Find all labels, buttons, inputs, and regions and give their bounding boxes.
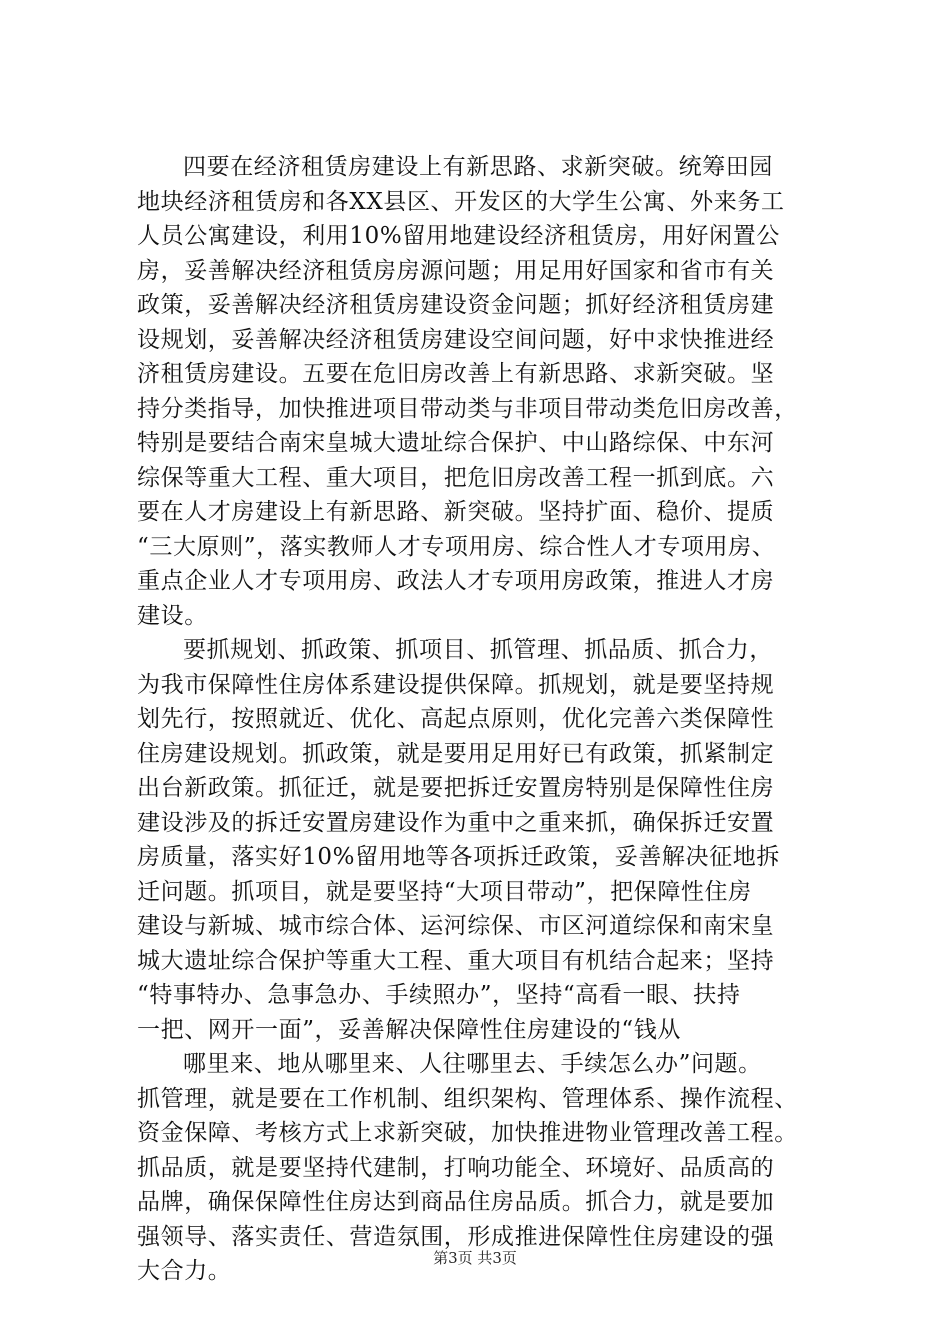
text-line: 建设。 xyxy=(137,602,208,629)
text-line: 抓管理，就是要在工作机制、组织架构、管理体系、操作流程、 xyxy=(137,1085,798,1112)
text-line: 济租赁房建设。五要在危旧房改善上有新思路、求新突破。坚 xyxy=(137,361,775,387)
text-line: 特别是要结合南宋皇城大遗址综合保护、中山路综保、中东河 xyxy=(137,430,775,456)
text-line: 要抓规划、抓政策、抓项目、抓管理、抓品质、抓合力， xyxy=(183,637,773,663)
text-line: 建设与新城、城市综合体、运河综保、市区河道综保和南宋皇 xyxy=(137,913,775,939)
text-line: 政策，妥善解决经济租赁房建设资金问题；抓好经济租赁房建 xyxy=(137,292,775,318)
text-line: 人员公寓建设，利用10%留用地建设经济租赁房，用好闲置公 xyxy=(137,223,780,249)
text-line: 综保等重大工程、重大项目，把危旧房改善工程一抓到底。六 xyxy=(137,464,775,491)
text-line: 强领导、落实责任、营造氛围，形成推进保障性住房建设的强 xyxy=(137,1223,775,1250)
text-line: 一把、网开一面”，妥善解决保障性住房建设的“钱从 xyxy=(137,1016,681,1043)
text-line: 为我市保障性住房体系建设提供保障。抓规划，就是要坚持规 xyxy=(137,671,775,698)
text-line: 设规划，妥善解决经济租赁房建设空间问题，好中求快推进经 xyxy=(137,326,775,353)
page-footer: 第3页 共3页 xyxy=(433,1249,517,1267)
text-line: “特事特办、急事急办、手续照办”，坚持“高看一眼、扶持 xyxy=(137,982,741,1008)
text-line: 四要在经济租赁房建设上有新思路、求新突破。统筹田园 xyxy=(183,154,773,180)
text-line: 品牌，确保保障性住房达到商品住房品质。抓合力，就是要加 xyxy=(137,1189,775,1215)
text-line: “三大原则”，落实教师人才专项用房、综合性人才专项用房、 xyxy=(137,533,776,560)
text-line: 房质量，落实好10%留用地等各项拆迁政策，妥善解决征地拆 xyxy=(137,844,780,870)
text-line: 抓品质，就是要坚持代建制，打响功能全、环境好、品质高的 xyxy=(137,1154,775,1181)
text-line: 地块经济租赁房和各XX县区、开发区的大学生公寓、外来务工 xyxy=(137,188,785,215)
text-line: 房，妥善解决经济租赁房房源问题；用足用好国家和省市有关 xyxy=(137,257,775,284)
text-line: 迁问题。抓项目，就是要坚持“大项目带动”，把保障性住房 xyxy=(137,878,752,905)
text-line: 划先行，按照就近、优化、高起点原则，优化完善六类保障性 xyxy=(137,706,775,732)
text-line: 哪里来、地从哪里来、人往哪里去、手续怎么办”问题。 xyxy=(183,1051,762,1077)
text-line: 重点企业人才专项用房、政法人才专项用房政策，推进人才房 xyxy=(137,568,775,594)
text-line: 出台新政策。抓征迁，就是要把拆迁安置房特别是保障性住房 xyxy=(137,775,775,801)
text-line: 城大遗址综合保护等重大工程、重大项目有机结合起来；坚持 xyxy=(137,947,775,974)
text-line: 住房建设规划。抓政策，就是要用足用好已有政策，抓紧制定 xyxy=(137,740,775,767)
text-line: 持分类指导，加快推进项目带动类与非项目带动类危旧房改善， xyxy=(137,395,798,422)
text-line: 建设涉及的拆迁安置房建设作为重中之重来抓，确保拆迁安置 xyxy=(137,809,775,836)
text-line: 大合力。 xyxy=(137,1258,232,1284)
text-line: 资金保障、考核方式上求新突破，加快推进物业管理改善工程。 xyxy=(137,1120,798,1146)
document-body xyxy=(137,150,857,1289)
text-line: 要在人才房建设上有新思路、新突破。坚持扩面、稳价、提质 xyxy=(137,499,775,525)
